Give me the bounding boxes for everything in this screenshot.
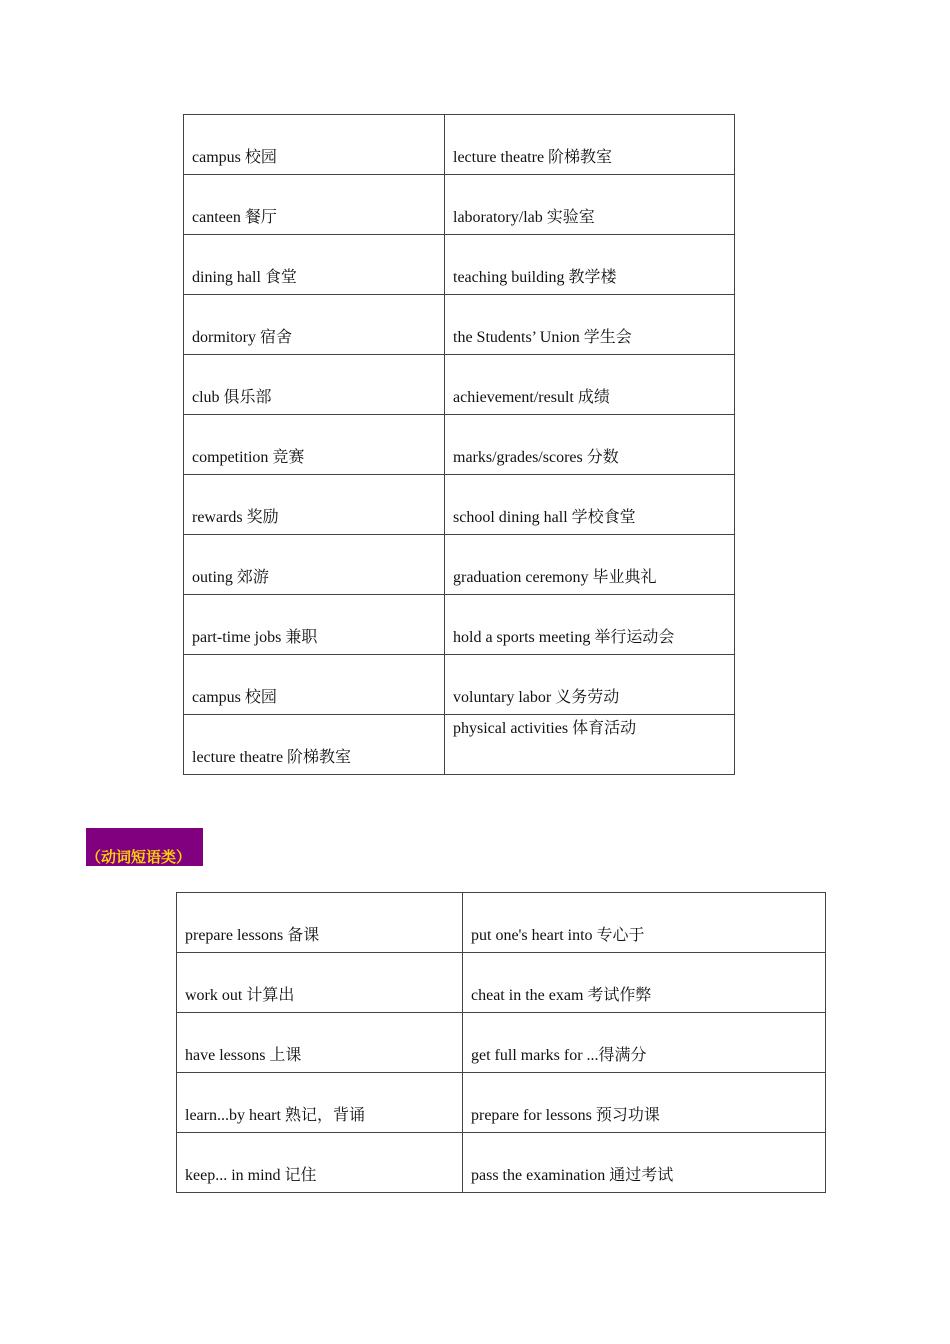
table-row [184,535,735,595]
section-header-label: （动词短语类） [86,848,192,866]
table-cell: club 俱乐部 [184,355,445,415]
table-cell: dining hall 食堂 [184,235,445,295]
table-cell: prepare lessons 备课 [177,893,463,953]
table-cell: campus 校园 [184,655,445,715]
table-row [184,475,735,535]
table-cell: outing 郊游 [184,535,445,595]
table-cell: canteen 餐厅 [184,175,445,235]
table-cell: pass the examination 通过考试 [463,1133,826,1193]
table-row [184,415,735,475]
table-row [177,893,826,953]
table-cell: lecture theatre 阶梯教室 [184,715,445,775]
table-cell: voluntary labor 义务劳动 [445,655,735,715]
table-cell: achievement/result 成绩 [445,355,735,415]
table-cell: put one's heart into 专心于 [463,893,826,953]
table-cell: part-time jobs 兼职 [184,595,445,655]
table-cell: graduation ceremony 毕业典礼 [445,535,735,595]
table-row [177,1073,826,1133]
table-cell: work out 计算出 [177,953,463,1013]
table-row [184,175,735,235]
table-cell: learn...by heart 熟记，背诵 [177,1073,463,1133]
table-cell: cheat in the exam 考试作弊 [463,953,826,1013]
table-cell: have lessons 上课 [177,1013,463,1073]
table-row [177,953,826,1013]
table-cell: marks/grades/scores 分数 [445,415,735,475]
table-cell: physical activities 体育活动 [445,715,735,775]
table-row [184,295,735,355]
table-row [184,595,735,655]
table-cell: teaching building 教学楼 [445,235,735,295]
table-row [184,355,735,415]
table-cell: the Students’ Union 学生会 [445,295,735,355]
table-row [184,115,735,175]
table-cell: laboratory/lab 实验室 [445,175,735,235]
table-cell: get full marks for ...得满分 [463,1013,826,1073]
table-row [177,1013,826,1073]
table-cell: lecture theatre 阶梯教室 [445,115,735,175]
table-cell: campus 校园 [184,115,445,175]
noun-vocabulary-table [183,114,735,775]
table-cell: competition 竞赛 [184,415,445,475]
table-cell: prepare for lessons 预习功课 [463,1073,826,1133]
table-row [184,715,735,775]
table-cell: hold a sports meeting 举行运动会 [445,595,735,655]
table-row [184,655,735,715]
table-cell: dormitory 宿舍 [184,295,445,355]
table-cell: school dining hall 学校食堂 [445,475,735,535]
verb-phrase-table [176,892,826,1193]
table-cell: rewards 奖励 [184,475,445,535]
table-row [177,1133,826,1193]
table-row [184,235,735,295]
verb-phrases-section-header [86,828,203,866]
table-cell: keep... in mind 记住 [177,1133,463,1193]
